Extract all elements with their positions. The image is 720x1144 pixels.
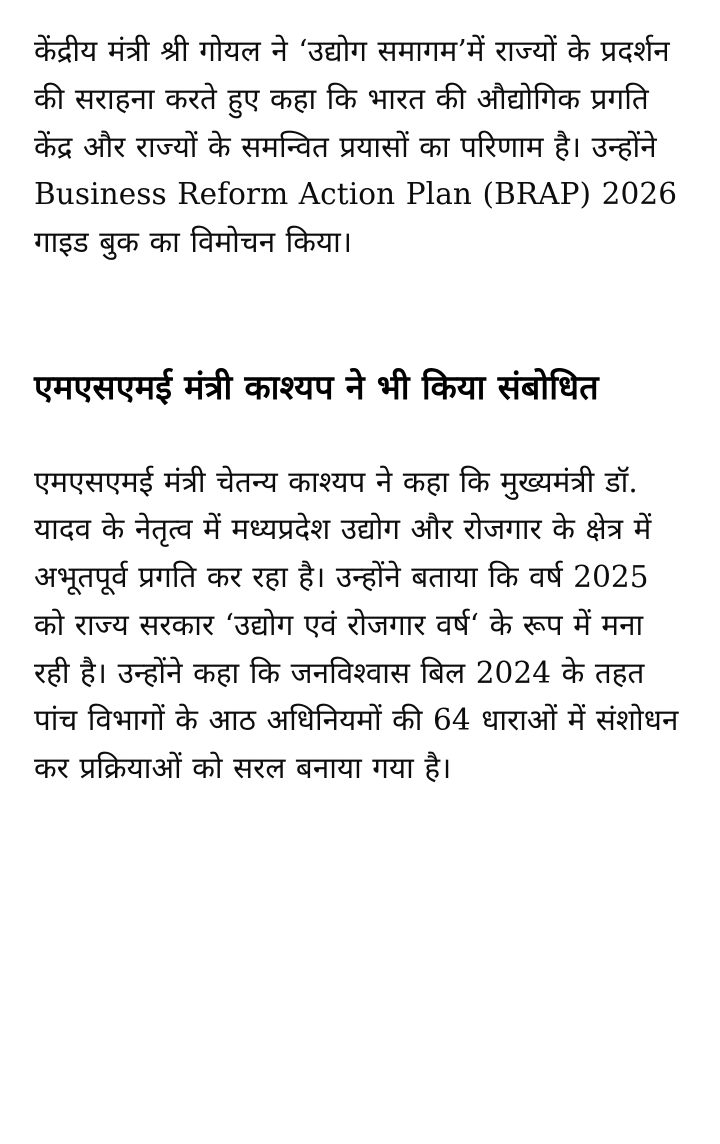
article-subheading: एमएसएमई मंत्री काश्यप ने भी किया संबोधित: [34, 367, 599, 408]
article-paragraph-1: केंद्रीय मंत्री श्री गोयल ने ‘उद्योग समागम’में राज्यों के प्रदर्शन की सराहना करते हुए कहा कि भारत की औद्योगिक प्रगति केंद्र और राज्यों के समन्वित प्रयासों का परिणाम है। उन्होंने Business Reform Action Plan (BRAP) 2026 गाइड बुक का विमोचन किया।: [34, 34, 678, 260]
article-paragraph-2: एमएसएमई मंत्री चेतन्य काश्यप ने कहा कि मुख्यमंत्री डॉ. यादव के नेतृत्व में मध्यप्रदेश उद्योग और रोजगार के क्षेत्र में अभूतपूर्व प्रगति कर रहा है। उन्होंने बताया कि वर्ष 2025 को राज्य सरकार ‘उद्योग एवं रोजगार वर्ष‘ के रूप में मना रही है। उन्होंने कहा कि जनविश्वास बिल 2024 के तहत पांच विभागों के आठ अधिनियमों की 64 धाराओं में संशोधन कर प्रक्रियाओं को सरल बनाया गया है।: [34, 464, 679, 786]
